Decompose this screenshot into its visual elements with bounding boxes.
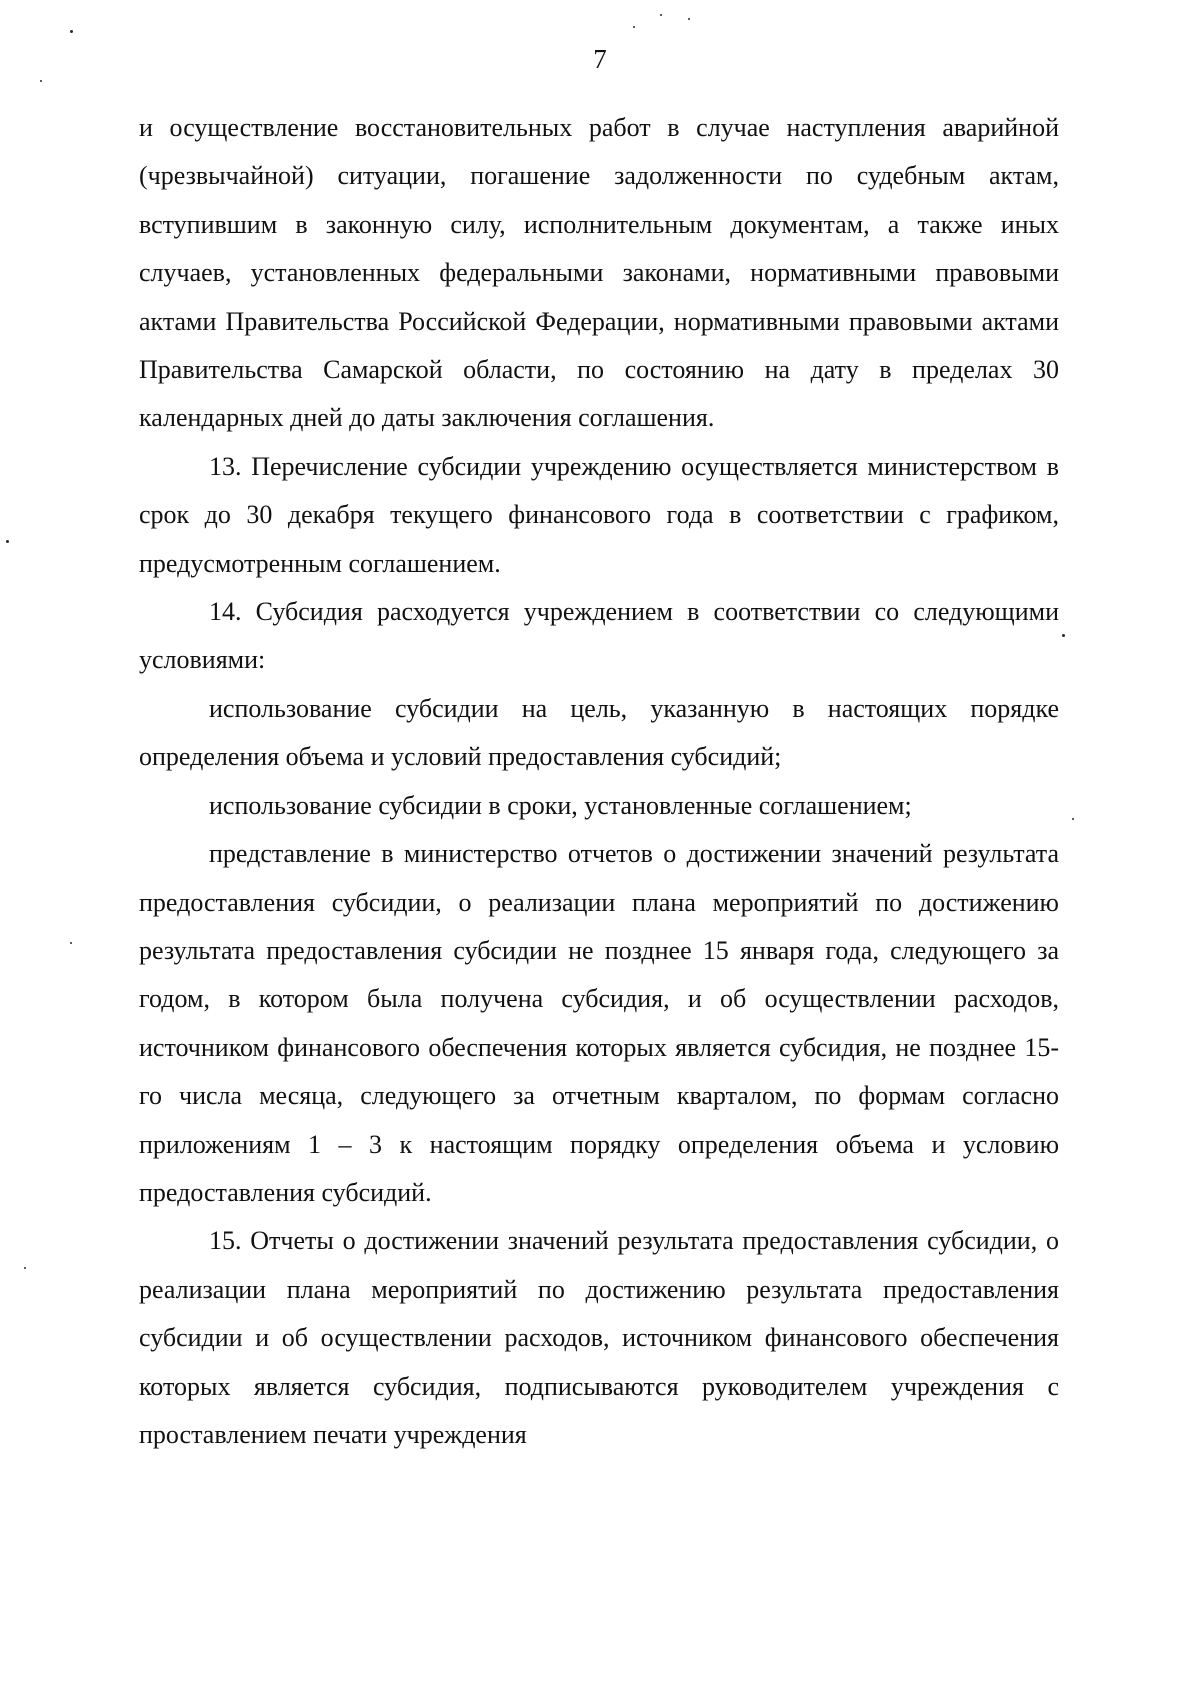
scan-speck [660, 14, 662, 16]
paragraph-14-condition-purpose: использование субсидии на цель, указанную в настоящих порядке определения объема и условий предоставления субсидий; [139, 693, 1059, 772]
scan-speck [1072, 818, 1074, 820]
scan-speck [6, 540, 9, 543]
scan-speck [633, 26, 635, 28]
page-body [139, 104, 1059, 1459]
paragraph-15: 15. Отчеты о достижении значений результата предоставления субсидии, о реализации плана мероприятий по достижению результата предоставления субсидии и об осуществлении расходов, источником финансового обеспечения которых является субсидия, подписываются руководителем учреждения с проставлением печати учреждения [139, 1226, 1059, 1449]
paragraph-14-condition-reports: представление в министерство отчетов о достижении значений результата предоставления субсидии, о реализации плана мероприятий по достижению результата предоставления субсидии не позднее 15 января года, следующего за годом, в котором была получена субсидия, и об осуществлении расходов, источником финансового обеспечения которых является субсидия, не позднее 15-го числа месяца, следующего за отчетным кварталом, по формам согласно приложениям 1 – 3 к настоящим порядку определения объема и условию предоставления субсидий. [139, 839, 1059, 1207]
paragraph-13: 13. Перечисление субсидии учреждению осуществляется министерством в срок до 30 декабря текущего финансового года в соответствии с графиком, предусмотренным соглашением. [139, 451, 1059, 578]
scan-speck [688, 18, 690, 20]
scan-speck [40, 80, 42, 82]
scan-speck [70, 30, 73, 33]
scan-speck [1062, 634, 1065, 637]
paragraph-continuation: и осуществление восстановительных работ в случае наступления аварийной (чрезвычайной) ситуации, погашение задолженности по судебным актам, вступившим в законную силу, исполнительным документам, а также иных случаев, установленных федеральными законами, нормативными правовыми актами Правительства Российской Федерации, нормативными правовыми актами Правительства Самарской области, по состоянию на дату в пределах 30 календарных дней до даты заключения соглашения. [139, 113, 1059, 433]
page-number: 7 [593, 44, 607, 74]
scan-speck [24, 1267, 26, 1269]
paragraph-14: 14. Субсидия расходуется учреждением в соответствии со следующими условиями: [139, 597, 1059, 675]
paragraph-14-condition-deadlines: использование субсидии в сроки, установленные соглашением; [209, 790, 912, 820]
scan-speck [70, 942, 72, 944]
